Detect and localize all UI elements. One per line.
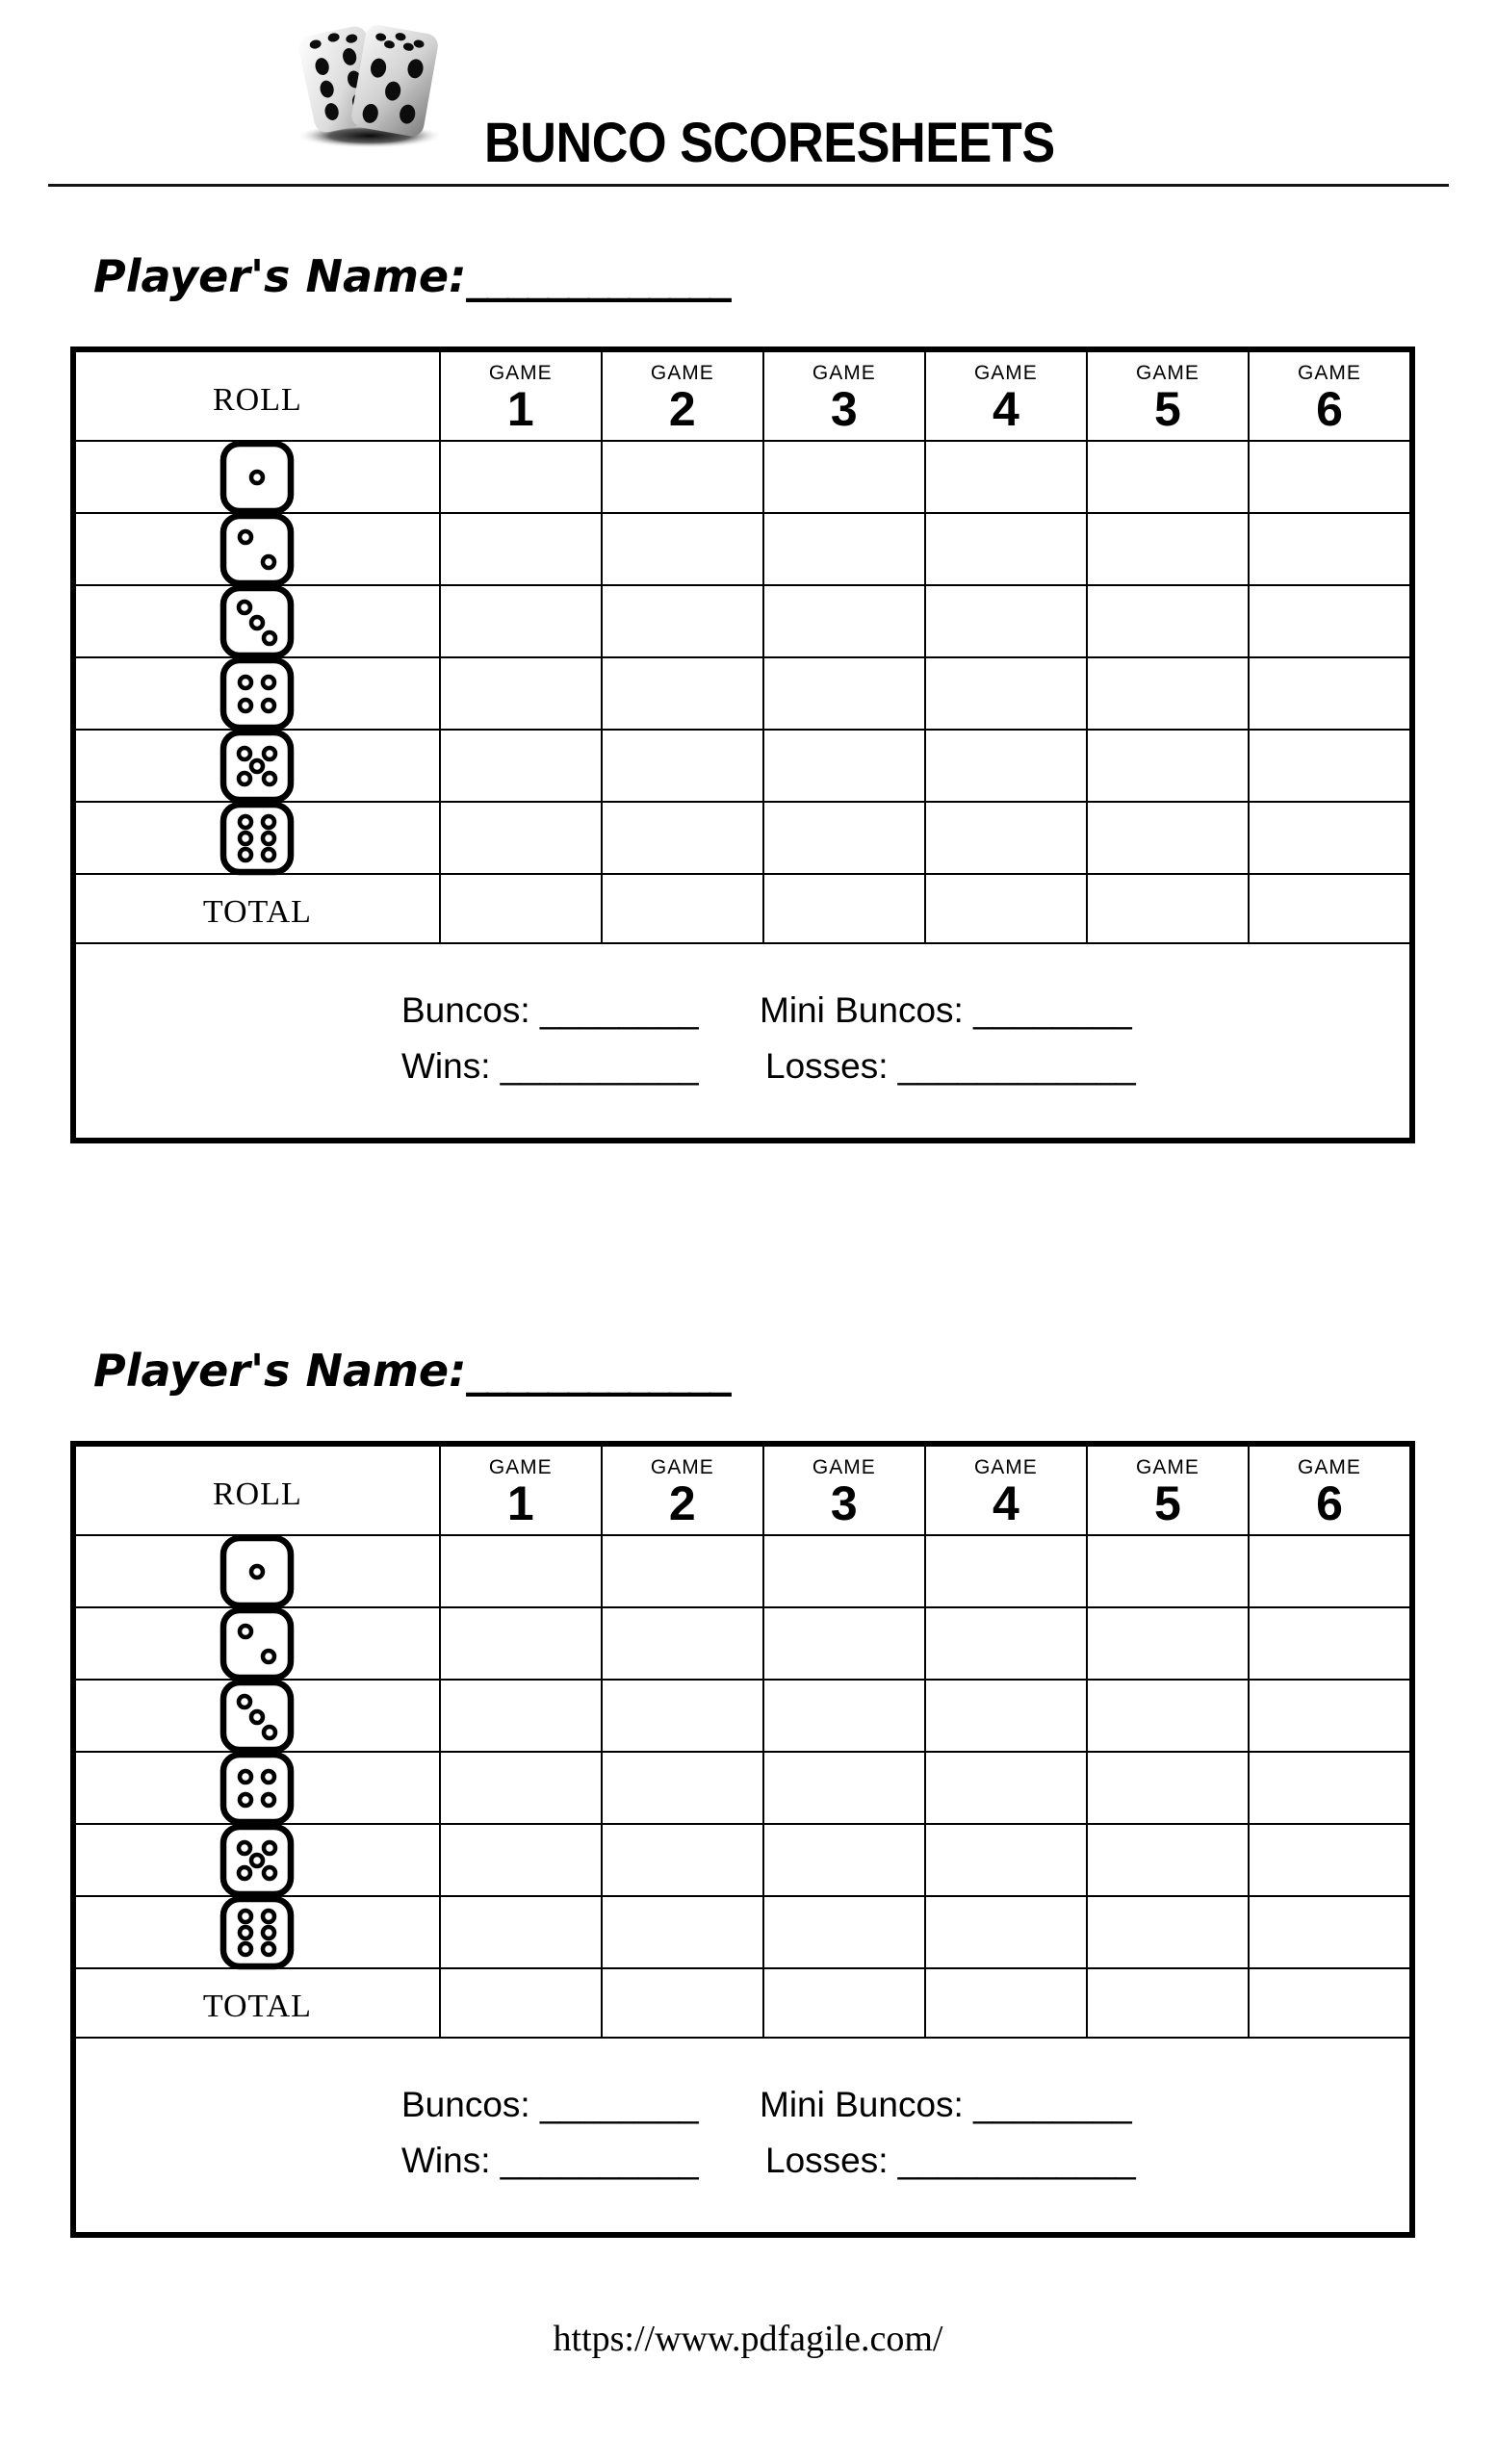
score-cell[interactable] <box>762 586 924 659</box>
score-cell[interactable] <box>1248 875 1409 942</box>
score-cell[interactable] <box>439 1681 601 1754</box>
score-cell[interactable] <box>1086 514 1248 587</box>
game-number: 4 <box>992 1476 1019 1530</box>
score-cell[interactable] <box>1086 1897 1248 1970</box>
score-cell[interactable] <box>601 1536 762 1609</box>
score-cell[interactable] <box>1248 1753 1409 1826</box>
score-cell[interactable] <box>762 1753 924 1826</box>
score-cell[interactable] <box>762 1897 924 1970</box>
wins-blank-line[interactable]: __________ <box>500 2141 699 2180</box>
game-column-header-6 <box>1248 352 1409 440</box>
score-cell[interactable] <box>601 658 762 732</box>
die-2-icon <box>76 514 439 587</box>
score-cell[interactable] <box>924 875 1086 942</box>
score-cell[interactable] <box>1086 1681 1248 1754</box>
score-cell[interactable] <box>439 442 601 515</box>
player-name-blank-line[interactable]: _____________ <box>466 250 730 302</box>
score-cell[interactable] <box>601 1681 762 1754</box>
game-label: GAME <box>812 362 876 384</box>
game-number: 4 <box>992 382 1019 436</box>
game-column-header-4 <box>924 1447 1086 1534</box>
game-column-header-1 <box>439 1447 601 1534</box>
score-cell[interactable] <box>1086 875 1248 942</box>
score-cell[interactable] <box>439 1897 601 1970</box>
buncos-label: Buncos: <box>401 2085 530 2124</box>
score-cell[interactable] <box>1248 1681 1409 1754</box>
game-number: 6 <box>1316 382 1343 436</box>
score-cell[interactable] <box>1086 1753 1248 1826</box>
score-cell[interactable] <box>1248 803 1409 876</box>
score-cell[interactable] <box>439 731 601 804</box>
score-cell[interactable] <box>439 586 601 659</box>
score-cell[interactable] <box>1248 1969 1409 2037</box>
score-cell[interactable] <box>1086 1825 1248 1898</box>
score-cell[interactable] <box>601 442 762 515</box>
game-number: 1 <box>506 1476 534 1530</box>
score-cell[interactable] <box>1086 586 1248 659</box>
buncos-blank-line[interactable]: ________ <box>539 2085 699 2124</box>
score-cell[interactable] <box>601 1825 762 1898</box>
table-summary-area <box>76 2037 1409 2234</box>
score-cell[interactable] <box>439 803 601 876</box>
score-cell[interactable] <box>762 731 924 804</box>
die-5-icon <box>76 731 439 804</box>
score-cell[interactable] <box>924 1536 1086 1609</box>
score-cell[interactable] <box>601 1897 762 1970</box>
game-column-header-3 <box>762 352 924 440</box>
table-header-row <box>76 1447 1409 1534</box>
score-cell[interactable] <box>1086 1969 1248 2037</box>
game-column-header-4 <box>924 352 1086 440</box>
mini-buncos-label: Mini Buncos: <box>760 990 964 1030</box>
game-label: GAME <box>973 1456 1038 1478</box>
score-cell[interactable] <box>601 875 762 942</box>
losses-label: Losses: <box>765 1046 889 1086</box>
total-label: TOTAL <box>202 1989 312 2024</box>
wins-label: Wins: <box>401 1046 491 1086</box>
roll-column-header: ROLL <box>212 1476 302 1512</box>
losses-blank-line[interactable]: ____________ <box>897 2141 1136 2180</box>
score-cell[interactable] <box>439 1608 601 1681</box>
score-cell[interactable] <box>924 731 1086 804</box>
score-cell[interactable] <box>762 1608 924 1681</box>
score-cell[interactable] <box>1248 1536 1409 1609</box>
total-row <box>76 873 1409 942</box>
score-cell[interactable] <box>439 875 601 942</box>
score-cell[interactable] <box>1086 1608 1248 1681</box>
score-cell[interactable] <box>1086 1536 1248 1609</box>
score-cell[interactable] <box>924 1897 1086 1970</box>
score-cell[interactable] <box>924 803 1086 876</box>
score-cell[interactable] <box>1248 442 1409 515</box>
score-cell[interactable] <box>762 1969 924 2037</box>
roll-row-5 <box>76 729 1409 801</box>
die-1-icon <box>76 1536 439 1609</box>
score-cell[interactable] <box>439 1753 601 1826</box>
score-cell[interactable] <box>924 1608 1086 1681</box>
roll-row-5 <box>76 1823 1409 1895</box>
score-cell[interactable] <box>924 1969 1086 2037</box>
game-number: 1 <box>506 382 534 436</box>
game-column-header-1 <box>439 352 601 440</box>
wins-blank-line[interactable]: __________ <box>500 1046 699 1086</box>
game-label: GAME <box>1298 1456 1361 1478</box>
game-label: GAME <box>650 1456 714 1478</box>
score-table <box>70 1441 1415 2238</box>
die-5-icon <box>76 1825 439 1898</box>
score-cell[interactable] <box>924 1681 1086 1754</box>
game-number: 2 <box>668 382 696 436</box>
game-label: GAME <box>1136 1456 1199 1478</box>
score-table <box>70 346 1415 1143</box>
score-cell[interactable] <box>601 1608 762 1681</box>
game-number: 5 <box>1154 382 1181 436</box>
game-column-header-6 <box>1248 1447 1409 1534</box>
total-row <box>76 1967 1409 2037</box>
score-cell[interactable] <box>601 1969 762 2037</box>
buncos-label: Buncos: <box>401 990 530 1030</box>
roll-row-6 <box>76 801 1409 873</box>
score-cell[interactable] <box>1248 731 1409 804</box>
website-url-link[interactable]: https://www.pdfagile.com/ <box>553 2319 943 2359</box>
game-label: GAME <box>488 362 553 384</box>
game-number: 5 <box>1154 1476 1181 1530</box>
score-cell[interactable] <box>1086 731 1248 804</box>
buncos-blank-line[interactable]: ________ <box>539 990 699 1030</box>
score-cell[interactable] <box>601 586 762 659</box>
game-label: GAME <box>1136 362 1199 384</box>
score-cell[interactable] <box>762 442 924 515</box>
score-cell[interactable] <box>1086 442 1248 515</box>
score-cell[interactable] <box>762 1536 924 1609</box>
roll-column-header: ROLL <box>212 381 302 418</box>
game-label: GAME <box>973 362 1038 384</box>
score-cell[interactable] <box>1248 586 1409 659</box>
game-number: 3 <box>830 382 858 436</box>
game-number: 2 <box>668 1476 696 1530</box>
score-cell[interactable] <box>762 1681 924 1754</box>
die-2-icon <box>76 1608 439 1681</box>
roll-row-2 <box>76 512 1409 584</box>
game-column-header-2 <box>601 1447 762 1534</box>
die-6-icon <box>76 1897 439 1970</box>
score-cell[interactable] <box>439 514 601 587</box>
score-cell[interactable] <box>1248 1825 1409 1898</box>
die-1-icon <box>76 442 439 515</box>
roll-row-3 <box>76 1679 1409 1751</box>
score-cell[interactable] <box>1248 1897 1409 1970</box>
score-cell[interactable] <box>762 658 924 732</box>
score-cell[interactable] <box>924 1753 1086 1826</box>
score-cell[interactable] <box>1248 1608 1409 1681</box>
roll-row-1 <box>76 440 1409 512</box>
scoresheet-section-1 <box>0 0 1496 1094</box>
score-cell[interactable] <box>1086 658 1248 732</box>
player-name-label: Player's Name: <box>93 1345 467 1397</box>
game-column-header-2 <box>601 352 762 440</box>
score-cell[interactable] <box>762 1825 924 1898</box>
score-cell[interactable] <box>601 514 762 587</box>
page-title: BUNCO SCORESHEETS <box>484 112 1055 174</box>
score-cell[interactable] <box>439 1536 601 1609</box>
die-4-icon <box>76 1753 439 1826</box>
roll-row-3 <box>76 584 1409 656</box>
score-cell[interactable] <box>601 731 762 804</box>
game-column-header-5 <box>1086 1447 1248 1534</box>
score-cell[interactable] <box>924 658 1086 732</box>
score-cell[interactable] <box>762 803 924 876</box>
player-name-blank-line[interactable]: _____________ <box>466 1345 730 1397</box>
game-label: GAME <box>650 362 714 384</box>
table-header-row <box>76 352 1409 440</box>
score-cell[interactable] <box>924 1825 1086 1898</box>
total-label: TOTAL <box>202 894 312 930</box>
score-cell[interactable] <box>439 658 601 732</box>
mini-buncos-label: Mini Buncos: <box>760 2085 964 2124</box>
score-cell[interactable] <box>1248 658 1409 732</box>
mini-buncos-blank-line[interactable]: ________ <box>973 2085 1132 2124</box>
wins-label: Wins: <box>401 2141 491 2180</box>
player-name-label: Player's Name: <box>93 250 467 302</box>
die-3-icon <box>76 586 439 659</box>
roll-row-2 <box>76 1606 1409 1679</box>
game-column-header-3 <box>762 1447 924 1534</box>
die-6-icon <box>76 803 439 876</box>
score-cell[interactable] <box>439 1969 601 2037</box>
game-label: GAME <box>1298 362 1361 384</box>
score-cell[interactable] <box>924 586 1086 659</box>
game-label: GAME <box>488 1456 553 1478</box>
roll-row-6 <box>76 1895 1409 1967</box>
score-cell[interactable] <box>762 875 924 942</box>
losses-blank-line[interactable]: ____________ <box>897 1046 1136 1086</box>
roll-row-4 <box>76 1751 1409 1823</box>
scoresheet-section-2 <box>0 1094 1496 2189</box>
score-cell[interactable] <box>762 514 924 587</box>
game-label: GAME <box>812 1456 876 1478</box>
losses-label: Losses: <box>765 2141 889 2180</box>
score-cell[interactable] <box>601 803 762 876</box>
die-3-icon <box>76 1681 439 1754</box>
score-cell[interactable] <box>924 442 1086 515</box>
game-number: 6 <box>1316 1476 1343 1530</box>
score-cell[interactable] <box>1086 803 1248 876</box>
score-cell[interactable] <box>924 514 1086 587</box>
game-number: 3 <box>830 1476 858 1530</box>
score-cell[interactable] <box>601 1753 762 1826</box>
game-column-header-5 <box>1086 352 1248 440</box>
roll-row-4 <box>76 656 1409 729</box>
mini-buncos-blank-line[interactable]: ________ <box>973 990 1132 1030</box>
score-cell[interactable] <box>439 1825 601 1898</box>
die-4-icon <box>76 658 439 732</box>
roll-row-1 <box>76 1534 1409 1606</box>
score-cell[interactable] <box>1248 514 1409 587</box>
